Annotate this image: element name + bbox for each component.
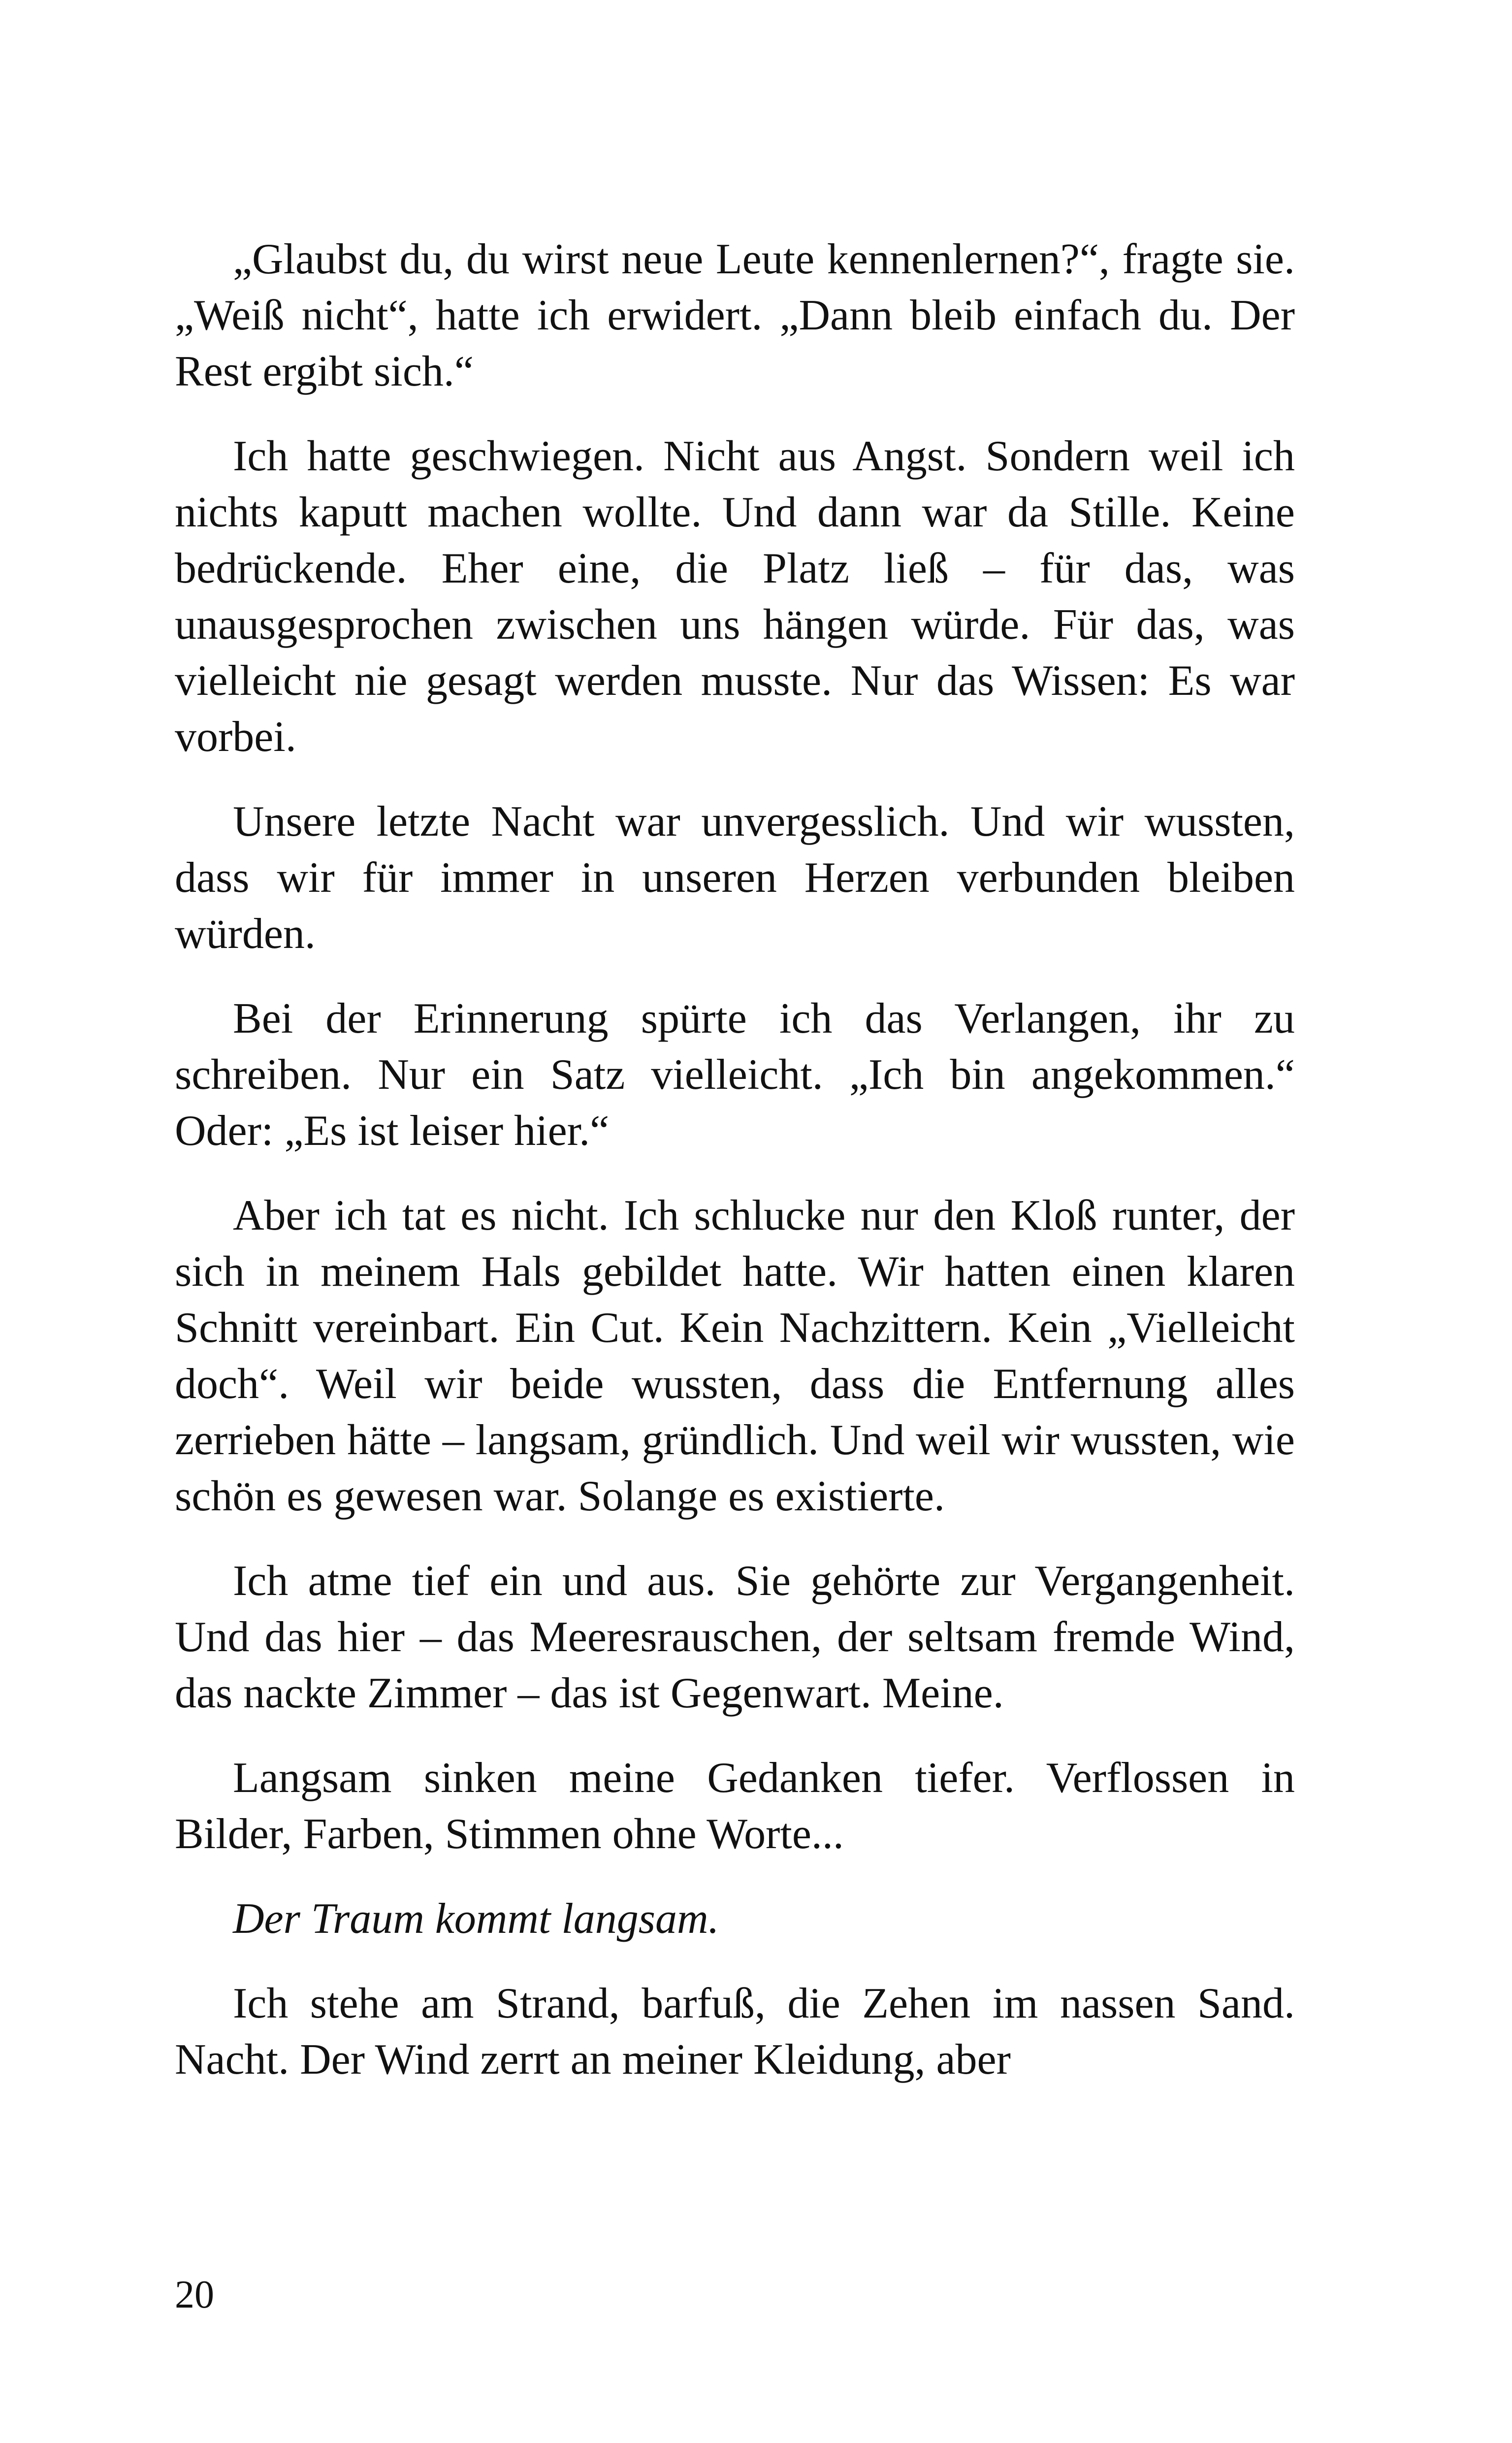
paragraph-present: Ich atme tief ein und aus. Sie gehörte zur Vergangenheit. Und das hier – das Meeresrauschen, der seltsam fremde Wind, das nackte Zimmer – das ist Gegenwart. Meine. (175, 1557, 1295, 1717)
paragraph-clean-cut: Aber ich tat es nicht. Ich schlucke nur den Kloß runter, der sich in meinem Hals gebildet hatte. Wir hatten einen klaren Schnitt vereinbart. Ein Cut. Kein Nachzittern. Kein „Vielleicht doch“. Weil wir beide wussten, dass die Entfernung alles zerrieben hätte – langsam, gründlich. Und weil wir wussten, wie schön es gewesen war. Solange es existierte. (175, 1192, 1295, 1520)
paragraph-memory: Bei der Erinnerung spürte ich das Verlangen, ihr zu schreiben. Nur ein Satz vielleicht. „Ich bin angekommen.“ Oder: „Es ist leiser hier.“ (175, 995, 1295, 1155)
paragraph-dialogue: „Glaubst du, du wirst neue Leute kennenlernen?“, fragte sie. „Weiß nicht“, hatte ich erwidert. „Dann bleib einfach du. Der Rest ergibt sich.“ (175, 235, 1295, 395)
paragraph-thoughts: Langsam sinken meine Gedanken tiefer. Verflossen in Bilder, Farben, Stimmen ohne Worte... (175, 1754, 1295, 1858)
page-number: 20 (175, 2273, 214, 2316)
paragraph-beach: Ich stehe am Strand, barfuß, die Zehen im nassen Sand. Nacht. Der Wind zerrt an meiner Kleidung, aber (175, 1980, 1295, 2084)
body-text (175, 231, 1295, 2117)
paragraph-dream-intro: Der Traum kommt langsam. (233, 1895, 719, 1943)
paragraph-silence: Ich hatte geschwiegen. Nicht aus Angst. Sondern weil ich nichts kaputt machen wollte. Und dann war da Stille. Keine bedrückende. Eher eine, die Platz ließ – für das, was unausgesprochen zwischen uns hängen würde. Für das, was vielleicht nie gesagt werden musste. Nur das Wissen: Es war vorbei. (175, 432, 1295, 761)
paragraph-last-night: Unsere letzte Nacht war unvergesslich. Und wir wussten, dass wir für immer in unseren Herzen verbunden bleiben würden. (175, 798, 1295, 958)
